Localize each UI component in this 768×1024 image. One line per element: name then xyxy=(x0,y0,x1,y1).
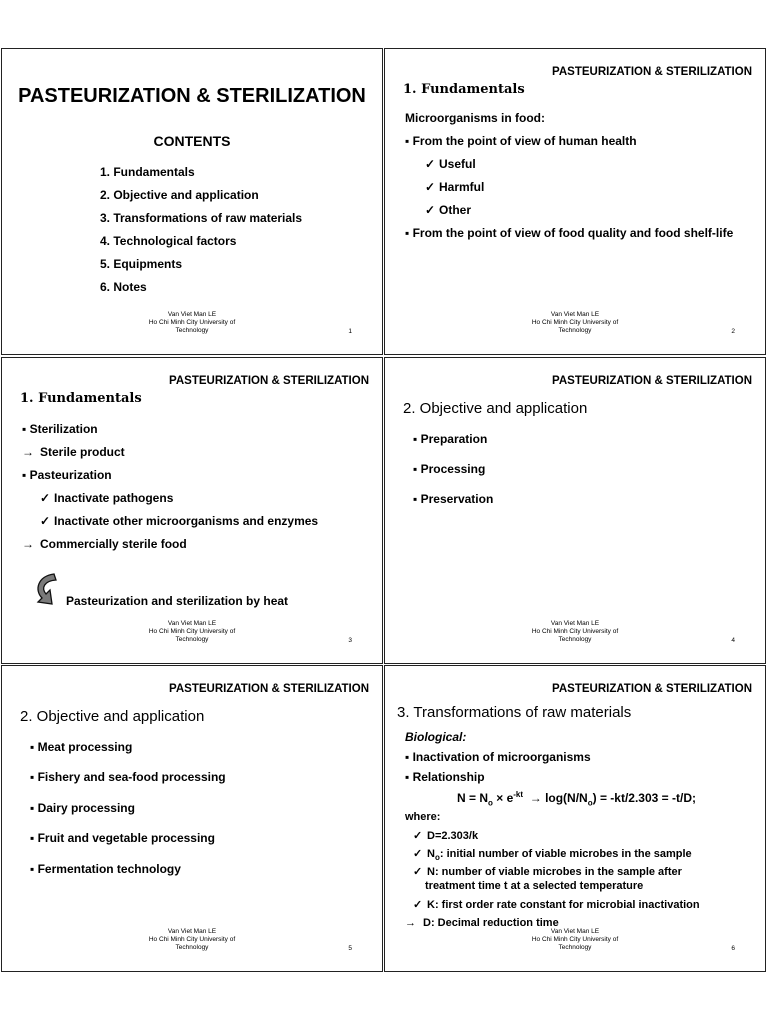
right-arrow-icon: → xyxy=(22,537,34,551)
bullet-icon: ▪ xyxy=(30,831,38,845)
bullet-item: ▪ Meat processing xyxy=(30,740,133,754)
check-icon: ✓ xyxy=(413,899,423,911)
page-number: 1 xyxy=(348,328,352,335)
bullet-icon: ▪ xyxy=(405,134,413,148)
bullet-icon: ▪ xyxy=(413,432,421,446)
slide-6 xyxy=(384,665,766,972)
slide-1 xyxy=(1,48,383,355)
bullet-icon: ▪ xyxy=(22,422,30,436)
page-number: 3 xyxy=(348,637,352,644)
where-label: where: xyxy=(405,811,441,823)
bullet-icon: ▪ xyxy=(30,801,38,815)
page-number: 2 xyxy=(731,328,735,335)
check-icon: ✓ xyxy=(40,491,51,505)
section-title: 1. Fundamentals xyxy=(403,82,525,97)
slide-header: PASTEURIZATION & STERILIZATION xyxy=(552,66,752,78)
check-icon: ✓ xyxy=(413,830,423,842)
bullet-item: ▪ From the point of view of food quality and food shelf-life xyxy=(405,226,734,240)
slide-footer: Van Viet Man LE Ho Chi Minh City University of Technology xyxy=(148,928,236,951)
handout-sheet xyxy=(0,48,768,975)
page-number: 4 xyxy=(731,637,735,644)
check-icon: ✓ xyxy=(413,848,423,860)
bullet-icon: ▪ xyxy=(413,462,421,476)
bullet-icon: ▪ xyxy=(30,770,38,784)
sub-item: ✓ Other xyxy=(425,203,472,217)
bullet-icon: ▪ xyxy=(413,492,421,506)
contents-item: 3. Transformations of raw materials xyxy=(100,211,303,225)
bullet-item: ▪ Relationship xyxy=(405,770,485,784)
arrow-item: → Commercially sterile food xyxy=(22,537,187,551)
contents-heading: CONTENTS xyxy=(153,133,231,149)
definition-continuation: treatment time t at a selected temperature xyxy=(425,880,644,892)
bullet-icon: ▪ xyxy=(22,468,30,482)
bullet-icon: ▪ xyxy=(30,740,38,754)
bullet-item: ▪ Fruit and vegetable processing xyxy=(30,831,215,845)
curved-arrow-icon xyxy=(32,572,64,608)
section-title: 1. Fundamentals xyxy=(20,391,142,406)
bullet-item: ▪ Processing xyxy=(413,462,486,476)
slide-2 xyxy=(384,48,766,355)
bullet-icon: ▪ xyxy=(405,750,413,764)
slide-header: PASTEURIZATION & STERILIZATION xyxy=(552,375,752,387)
contents-item: 5. Equipments xyxy=(100,257,183,271)
bullet-item: ▪ Fermentation technology xyxy=(30,862,181,876)
bullet-item: ▪ Preparation xyxy=(413,432,488,446)
slide-footer: Van Viet Man LE Ho Chi Minh City University of Technology xyxy=(531,620,619,643)
right-arrow-icon: → xyxy=(405,917,416,929)
formula: $N = N_o \times e^{-kt} \to \log(N/N_o) = -kt/2.303 = -t/D$; xyxy=(457,790,696,808)
sub-item: ✓ Useful xyxy=(425,157,476,171)
arrow-item: → D: Decimal reduction time xyxy=(405,917,559,929)
contents-item: 2. Objective and application xyxy=(100,188,259,202)
bullet-icon: ▪ xyxy=(405,226,413,240)
definition-item: ✓ K: first order rate constant for microbial inactivation xyxy=(413,899,700,911)
bullet-icon: ▪ xyxy=(405,770,413,784)
bullet-item: ▪ From the point of view of human health xyxy=(405,134,637,148)
slide-heading: 2. Objective and application xyxy=(20,708,205,725)
right-arrow-icon: → xyxy=(526,791,546,805)
slide-header: PASTEURIZATION & STERILIZATION xyxy=(169,375,369,387)
slide-4 xyxy=(384,357,766,664)
bullet-item: ▪ Sterilization xyxy=(22,422,98,436)
bullet-item: ▪ Preservation xyxy=(413,492,494,506)
contents-item: 4. Technological factors xyxy=(100,234,237,248)
check-icon: ✓ xyxy=(425,157,436,171)
check-icon: ✓ xyxy=(425,180,436,194)
page-number: 5 xyxy=(348,945,352,952)
slide-heading: 2. Objective and application xyxy=(403,400,588,417)
slide-footer: Van Viet Man LE Ho Chi Minh City University of Technology xyxy=(148,311,236,334)
contents-item: 1. Fundamentals xyxy=(100,165,195,179)
sub-item: ✓ Inactivate other microorganisms and enzymes xyxy=(40,514,319,528)
sub-item: ✓ Harmful xyxy=(425,180,485,194)
check-icon: ✓ xyxy=(40,514,51,528)
slide-footer: Van Viet Man LE Ho Chi Minh City University of Technology xyxy=(531,928,619,951)
category-label: Biological: xyxy=(405,730,467,744)
right-arrow-icon: → xyxy=(22,445,34,459)
check-icon: ✓ xyxy=(413,866,423,878)
intro-text: Microorganisms in food: xyxy=(405,111,546,125)
bullet-item: ▪ Fishery and sea-food processing xyxy=(30,770,226,784)
bullet-item: ▪ Inactivation of microorganisms xyxy=(405,750,591,764)
page-number: 6 xyxy=(731,945,735,952)
check-icon: ✓ xyxy=(425,203,436,217)
slide-3 xyxy=(1,357,383,664)
slide-footer: Van Viet Man LE Ho Chi Minh City University of Technology xyxy=(531,311,619,334)
slide-heading: 3. Transformations of raw materials xyxy=(397,704,632,721)
definition-item: ✓ N: number of viable microbes in the sample after xyxy=(413,866,682,878)
arrow-item: → Sterile product xyxy=(22,445,125,459)
bullet-item: ▪ Pasteurization xyxy=(22,468,112,482)
slide-title: PASTEURIZATION & STERILIZATION xyxy=(18,85,366,107)
slide-footer: Van Viet Man LE Ho Chi Minh City University of Technology xyxy=(148,620,236,643)
contents-item: 6. Notes xyxy=(100,280,147,294)
slide-header: PASTEURIZATION & STERILIZATION xyxy=(169,683,369,695)
definition-item: ✓ D=2.303/k xyxy=(413,830,479,842)
note-text: Pasteurization and sterilization by heat xyxy=(66,594,289,608)
slide-header: PASTEURIZATION & STERILIZATION xyxy=(552,683,752,695)
bullet-item: ▪ Dairy processing xyxy=(30,801,135,815)
slide-5 xyxy=(1,665,383,972)
definition-item: ✓ $N_o$: initial number of viable microbes in the sample xyxy=(413,848,692,863)
bullet-icon: ▪ xyxy=(30,862,38,876)
sub-item: ✓ Inactivate pathogens xyxy=(40,491,174,505)
